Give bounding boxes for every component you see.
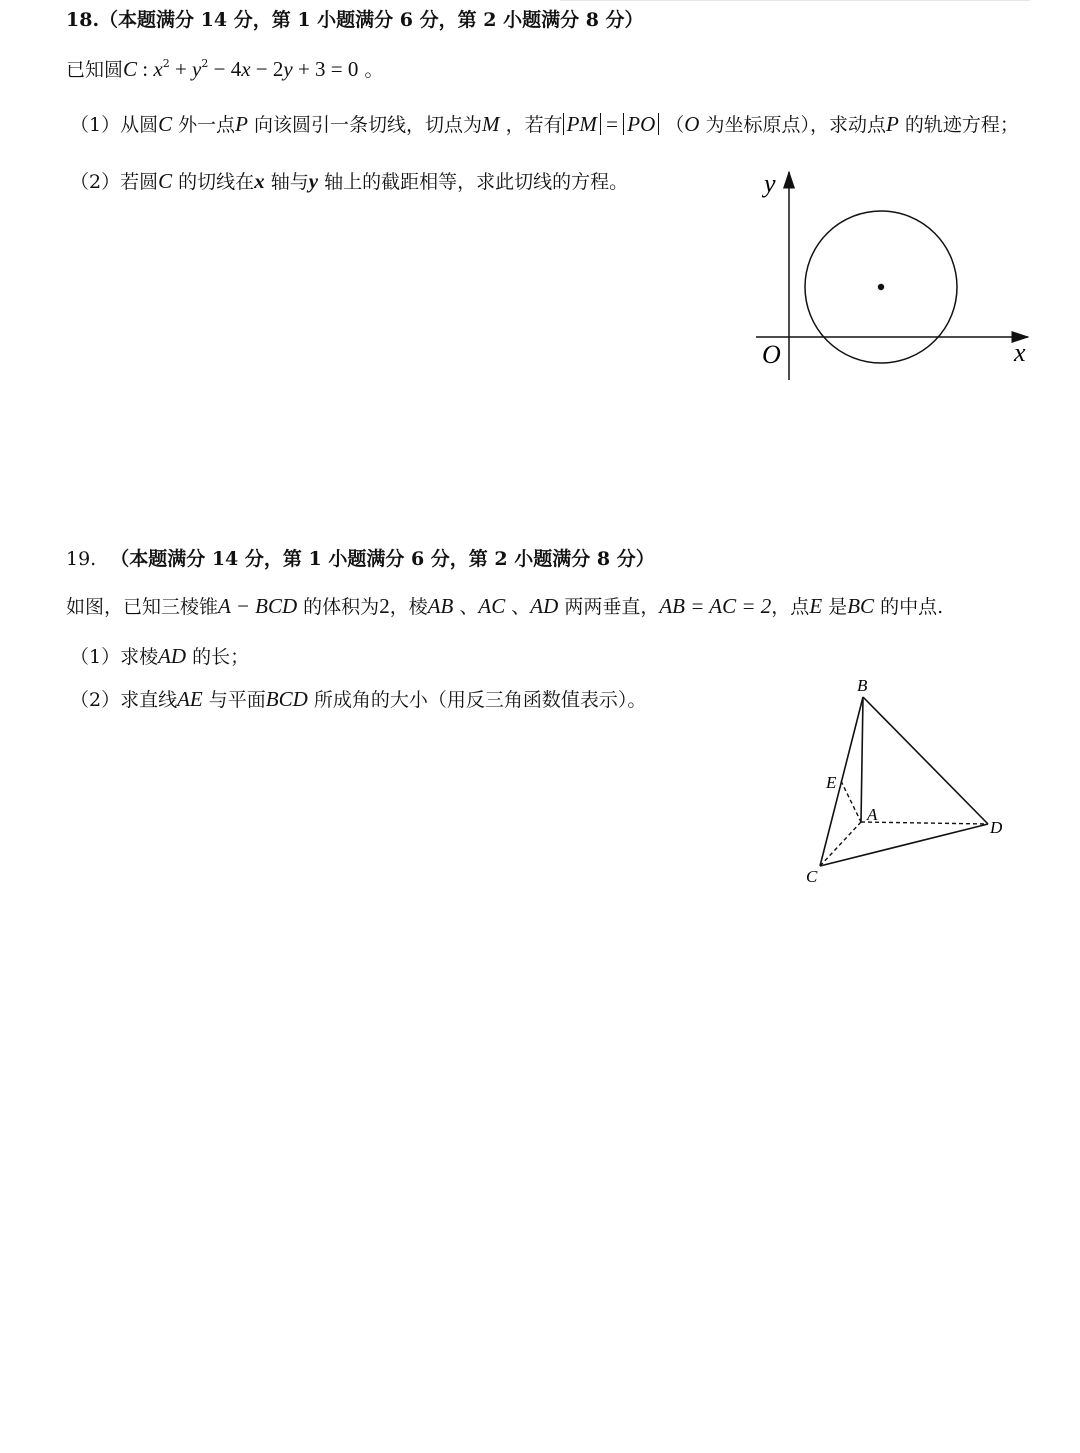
tetra-name: A − BCD	[218, 594, 298, 618]
text: 所成角的大小（用反三角函数值表示）。	[307, 689, 647, 711]
edge-ad: AD	[530, 594, 559, 618]
var-p: P	[886, 112, 899, 136]
var-c: C	[158, 169, 173, 193]
text: 的切线在	[172, 171, 255, 193]
q19-number: 19.	[66, 548, 97, 570]
segment-ae-line	[841, 781, 861, 822]
q18-stem	[66, 56, 383, 86]
text: 的长；	[186, 646, 250, 668]
x-axis-label: x	[1014, 338, 1026, 367]
abs-pm: PM	[563, 113, 601, 135]
edge-ab-line	[861, 697, 863, 822]
volume-value: 2	[379, 594, 390, 618]
y-axis-label: y	[764, 169, 776, 198]
text: ，若有	[499, 114, 563, 136]
equals: =	[600, 112, 624, 136]
text: ，点	[771, 596, 810, 618]
var-m: M	[482, 112, 500, 136]
q18-header: 18.（本题满分 14 分，第 1 小题满分 6 分，第 2 小题满分 8 分）	[66, 9, 644, 31]
q18-part1-num: （1）从圆	[70, 114, 159, 136]
q18-circle-figure	[740, 160, 1040, 390]
label-d: D	[990, 818, 1003, 837]
q18-stem-prefix: 已知圆	[66, 59, 124, 81]
edge-ad: AD	[158, 644, 187, 668]
circle-name: C	[123, 57, 138, 81]
eq-x2: x	[241, 57, 251, 81]
eq-plus: +	[169, 57, 193, 81]
label-a: A	[867, 805, 878, 824]
q18-part2	[70, 168, 628, 195]
edge-bd-line	[863, 697, 988, 824]
label-b: B	[857, 676, 868, 695]
label-c: C	[806, 867, 818, 886]
text: 的体积为	[297, 596, 380, 618]
eq-exp-y: 2	[201, 57, 209, 70]
edge-ad-line	[861, 822, 988, 824]
q19-header-line	[66, 546, 655, 572]
edge-ab: AB	[427, 594, 454, 618]
q18-stem-suffix: 。	[358, 59, 384, 81]
eq-minus-2: − 2	[250, 57, 284, 81]
q19-part2-num: （2）求直线	[70, 689, 178, 711]
q19-part2	[70, 686, 646, 713]
var-c: C	[158, 112, 173, 136]
text: 如图，已知三棱锥	[66, 596, 219, 618]
q19-header: （本题满分 14 分，第 1 小题满分 6 分，第 2 小题满分 8 分）	[110, 548, 655, 570]
top-border	[560, 0, 1030, 1]
text: 为坐标原点），求动点	[699, 114, 887, 136]
var-y: y	[308, 169, 319, 193]
eq-minus-4: − 4	[208, 57, 242, 81]
circle-center	[878, 284, 884, 290]
eq-x: x	[153, 57, 163, 81]
text: 、	[453, 596, 479, 618]
text: 外一点	[172, 114, 236, 136]
text: 的轨迹方程；	[898, 114, 1019, 136]
edge-bc: BC	[847, 594, 875, 618]
text: 与平面	[202, 689, 266, 711]
eq-y2: y	[283, 57, 293, 81]
text: ，棱	[389, 596, 428, 618]
text: 的中点.	[874, 596, 944, 618]
eq-colon: :	[137, 57, 154, 81]
text: 轴上的截距相等，求此切线的方程。	[318, 171, 629, 193]
q18-part2-num: （2）若圆	[70, 171, 159, 193]
line-ae: AE	[177, 687, 203, 711]
eq-exp-x: 2	[162, 57, 170, 70]
condition: AB = AC = 2	[659, 594, 772, 618]
var-x: x	[254, 169, 265, 193]
eq-y: y	[192, 57, 202, 81]
text: 是	[822, 596, 848, 618]
var-o: O	[684, 112, 700, 136]
text: 两两垂直，	[558, 596, 660, 618]
plane-bcd: BCD	[265, 687, 308, 711]
q19-part1	[70, 643, 249, 670]
eq-rest: + 3 = 0	[292, 57, 359, 81]
q19-tetrahedron-figure	[795, 670, 1015, 895]
text: 轴与	[264, 171, 309, 193]
text: 、	[505, 596, 531, 618]
q19-part1-num: （1）求棱	[70, 646, 159, 668]
text: 向该圆引一条切线，切点为	[247, 114, 483, 136]
edge-cd-line	[820, 824, 988, 866]
edge-ac: AC	[478, 594, 506, 618]
origin-label: O	[762, 340, 781, 369]
var-p: P	[235, 112, 248, 136]
abs-po: PO	[623, 113, 659, 135]
var-e: E	[809, 594, 823, 618]
label-e: E	[826, 773, 837, 792]
q19-stem	[66, 593, 943, 620]
text: （	[659, 114, 685, 136]
q18-part1	[70, 111, 1019, 138]
